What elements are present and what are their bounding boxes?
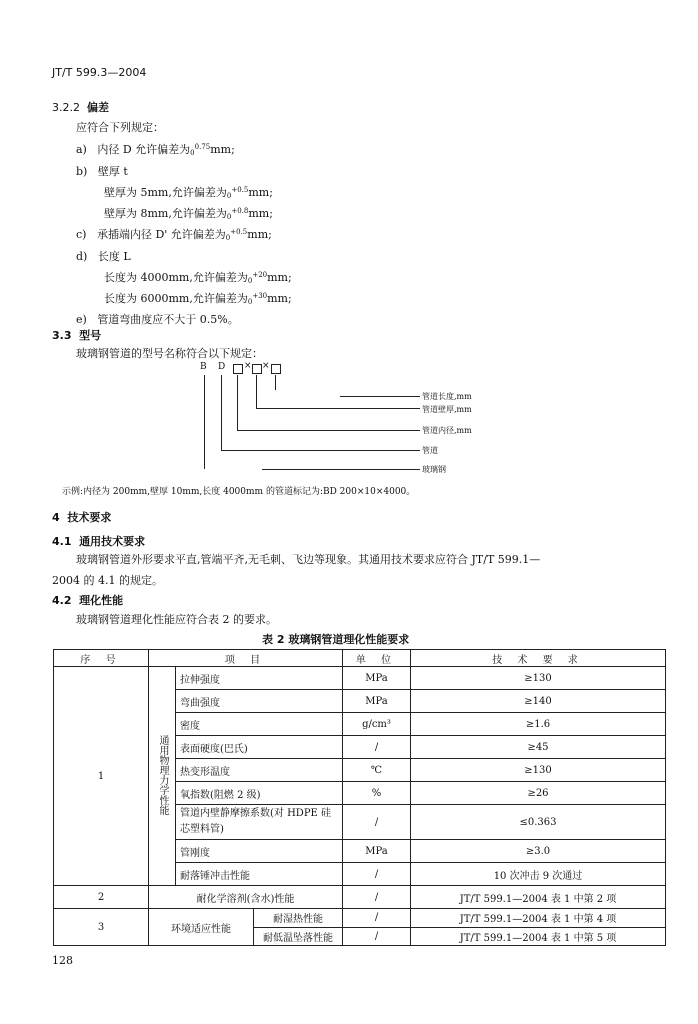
cell-item: 热变形温度: [176, 759, 343, 782]
cell-item: 氧指数(阻燃 2 级): [176, 782, 343, 805]
cell-unit: /: [343, 863, 411, 886]
cell-item: 管道内壁静摩擦系数(对 HDPE 硅芯塑料管): [176, 805, 343, 840]
model-example: 示例:内径为 200mm,壁厚 10mm,长度 4000mm 的管道标记为:BD 200×10×4000。: [62, 487, 416, 497]
code-letter-b: B: [200, 362, 207, 372]
leader-vertical-wall: [256, 375, 257, 408]
label-frp: 玻璃钢: [422, 465, 446, 474]
cell-item: 耐低温坠落性能: [263, 932, 333, 944]
cell-item: 耐湿热性能: [254, 909, 342, 928]
cell-requirement: JT/T 599.1—2004 表 1 中第 4 项: [411, 909, 666, 928]
item-b-line1: 壁厚为 5mm,允许偏差为$_0^{+0.5}$mm;: [104, 186, 273, 200]
cell-item: 耐化学溶剂(含水)性能: [149, 886, 343, 909]
table-caption: 表 2 玻璃钢管道理化性能要求: [262, 633, 410, 646]
group-3-cell: [149, 909, 343, 946]
section-intro: 应符合下列规定：: [76, 121, 164, 134]
table-row: [54, 886, 666, 909]
cell-item: 拉伸强度: [176, 667, 343, 690]
cell-unit: MPa: [343, 667, 411, 690]
leader-horizontal-diameter: [237, 430, 420, 431]
table-row: [54, 667, 666, 690]
cell-requirement: ≥26: [411, 782, 666, 805]
item-b-line2: 壁厚为 8mm,允许偏差为$_0^{+0.8}$mm;: [104, 207, 273, 221]
header-requirement: 技 术 要 求: [411, 650, 666, 667]
cell-requirement: 10 次冲击 9 次通过: [411, 863, 666, 886]
cell-requirement: ≥3.0: [411, 840, 666, 863]
leader-vertical-d: [221, 375, 222, 450]
cell-item: 表面硬度(巴氏): [176, 736, 343, 759]
cell-requirement: ≥45: [411, 736, 666, 759]
code-times-1: ×: [244, 361, 252, 371]
item-b: b) 壁厚 t: [76, 165, 128, 178]
leader-horizontal-length: [340, 396, 420, 397]
section-4-heading: 4 技术要求: [52, 511, 112, 524]
item-e: e) 管道弯曲度应不大于 0.5%。: [76, 313, 239, 326]
running-header: JT/T 599.3—2004: [52, 66, 147, 79]
section-4-2-para: 玻璃钢管道理化性能应符合表 2 的要求。: [76, 613, 277, 626]
code-times-2: ×: [262, 361, 270, 371]
code-box-length: [271, 364, 281, 374]
cell-unit: /: [343, 805, 411, 840]
table-header-row: [54, 650, 666, 667]
group-3-label: 环境适应性能: [171, 923, 231, 935]
cell-item: 密度: [176, 713, 343, 736]
section-4-2-heading: 4.2 理化性能: [52, 594, 124, 607]
section-3-2-2-heading: [52, 99, 109, 115]
item-c: c) 承插端内径 D' 允许偏差为$_0^{+0.5}$mm;: [76, 228, 272, 242]
properties-table: [53, 649, 666, 946]
header-seq: 序 号: [54, 650, 149, 667]
cell-item: 管刚度: [176, 840, 343, 863]
section-4-1-para-line2: 2004 的 4.1 的规定。: [52, 574, 163, 587]
leader-horizontal-wall: [256, 408, 420, 409]
cell-unit: %: [343, 782, 411, 805]
cell-requirement: ≥130: [411, 759, 666, 782]
cell-unit: MPa: [343, 840, 411, 863]
label-pipe-length: 管道长度,mm: [422, 392, 472, 401]
section-3-3-intro: 玻璃钢管道的型号名称符合以下规定：: [76, 347, 263, 360]
group-1-label: 通用物理力学性能: [149, 667, 176, 886]
cell-requirement: JT/T 599.1—2004 表 1 中第 2 项: [411, 886, 666, 909]
code-letter-d: D: [218, 362, 226, 372]
leader-vertical-b: [204, 375, 205, 469]
cell-item: 弯曲强度: [176, 690, 343, 713]
cell-unit: /: [343, 886, 411, 909]
leader-horizontal-pipe: [221, 450, 420, 451]
section-3-3-heading: 3.3 型号: [52, 329, 102, 342]
code-box-wall: [252, 364, 262, 374]
header-unit: 单 位: [343, 650, 411, 667]
label-pipe: 管道: [422, 446, 438, 455]
leader-vertical-length: [275, 375, 276, 390]
group-1-number: 1: [54, 667, 149, 886]
cell-requirement: ≤0.363: [411, 805, 666, 840]
item-d-line1: 长度为 4000mm,允许偏差为$_0^{+20}$mm;: [104, 271, 292, 285]
cell-unit: ℃: [343, 759, 411, 782]
cell-unit: /: [343, 927, 411, 946]
cell-unit: /: [343, 909, 411, 928]
code-box-diameter: [233, 364, 243, 374]
header-item: 项 目: [149, 650, 343, 667]
item-d: d) 长度 L: [76, 250, 131, 263]
cell-unit: MPa: [343, 690, 411, 713]
section-title: 偏差: [87, 101, 109, 114]
leader-vertical-diameter: [237, 375, 238, 430]
cell-unit: g/cm³: [343, 713, 411, 736]
cell-requirement: JT/T 599.1—2004 表 1 中第 5 项: [411, 927, 666, 946]
cell-requirement: ≥140: [411, 690, 666, 713]
section-4-1-heading: 4.1 通用技术要求: [52, 535, 146, 548]
page-number: 128: [52, 954, 73, 967]
section-number: 3.2.2: [52, 101, 80, 114]
cell-item: 耐落锤冲击性能: [176, 863, 343, 886]
label-wall-thickness: 管道壁厚,mm: [422, 405, 472, 414]
section-4-1-para-line1: 玻璃钢管道外形要求平直,管端平齐,无毛刺、飞边等现象。其通用技术要求应符合 JT/T 599.1—: [76, 553, 541, 566]
item-d-line2: 长度为 6000mm,允许偏差为$_0^{+30}$mm;: [104, 292, 292, 306]
item-a: a) 内径 D 允许偏差为$_0^{0.75}$mm;: [76, 143, 235, 157]
cell-requirement: ≥130: [411, 667, 666, 690]
table-row: [54, 909, 666, 928]
group-3-number: 3: [54, 909, 149, 946]
cell-unit: /: [343, 736, 411, 759]
cell-requirement: ≥1.6: [411, 713, 666, 736]
leader-horizontal-frp: [262, 469, 420, 470]
cell-seq: 2: [54, 886, 149, 909]
label-inner-diameter: 管道内径,mm: [422, 426, 472, 435]
